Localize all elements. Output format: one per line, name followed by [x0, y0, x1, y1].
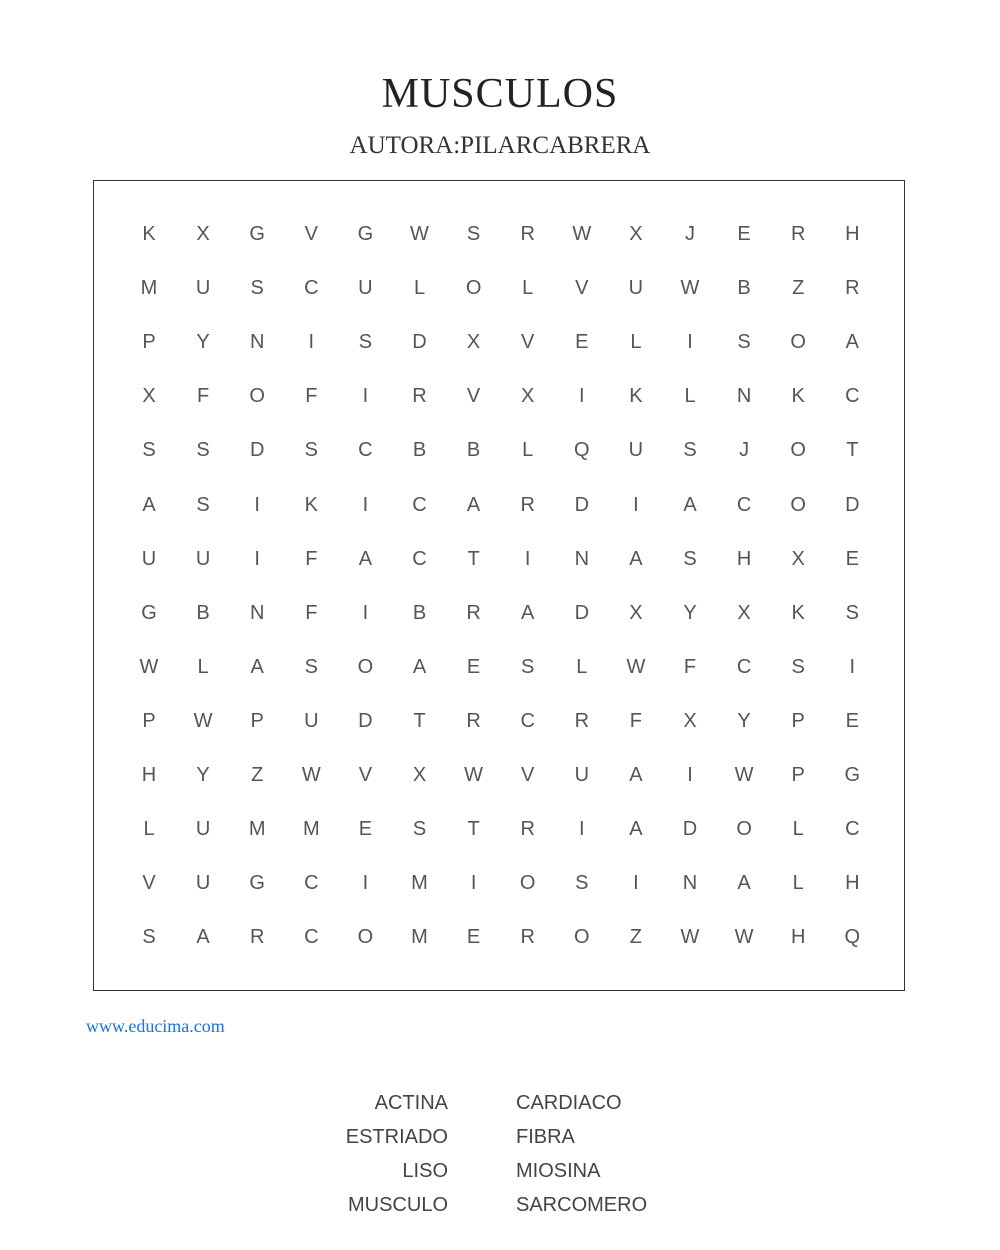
website-link[interactable]: www.educima.com	[86, 1016, 225, 1036]
grid-letter[interactable]: W	[734, 764, 754, 786]
grid-letter[interactable]: A	[845, 331, 859, 354]
grid-letter[interactable]: X	[683, 709, 697, 732]
grid-letter[interactable]: L	[630, 331, 642, 354]
grid-letter[interactable]: G	[357, 223, 374, 245]
grid-letter[interactable]: O	[574, 926, 590, 949]
grid-row	[94, 598, 904, 628]
grid-row	[94, 327, 904, 357]
grid-letter[interactable]: U	[574, 764, 590, 786]
grid-letter[interactable]: X	[466, 331, 481, 354]
grid-letter[interactable]: E	[845, 547, 859, 570]
grid-letter[interactable]: R	[520, 493, 535, 516]
grid-letter[interactable]: C	[304, 277, 319, 300]
grid-letter[interactable]: R	[574, 709, 590, 732]
grid-letter[interactable]: L	[522, 439, 534, 462]
grid-letter[interactable]: D	[682, 818, 698, 841]
grid-letter[interactable]: F	[196, 385, 210, 408]
word-list-item: MUSCULO	[347, 1194, 448, 1216]
grid-letter[interactable]: X	[521, 385, 535, 408]
grid-letter[interactable]: R	[845, 277, 860, 300]
grid-letter[interactable]: T	[846, 439, 859, 462]
grid-letter[interactable]: Q	[844, 926, 861, 949]
grid-letter[interactable]: H	[141, 764, 157, 786]
word-list-item: LISO	[402, 1160, 448, 1182]
author-subtitle: AUTORA:PILARCABRERA	[349, 132, 651, 159]
grid-letter[interactable]: P	[142, 709, 156, 732]
grid-letter[interactable]: R	[520, 818, 535, 841]
grid-letter[interactable]: I	[362, 601, 369, 624]
grid-row	[94, 868, 904, 898]
grid-letter[interactable]: X	[791, 547, 805, 570]
grid-letter[interactable]: L	[143, 818, 155, 841]
grid-letter[interactable]: C	[520, 709, 535, 732]
grid-letter[interactable]: U	[195, 872, 211, 895]
grid-letter[interactable]: S	[196, 493, 210, 516]
grid-letter[interactable]: F	[305, 601, 318, 624]
grid-letter[interactable]: J	[685, 223, 695, 245]
grid-letter[interactable]: Z	[629, 926, 642, 949]
grid-letter[interactable]: S	[737, 331, 751, 354]
grid-letter[interactable]: Z	[251, 764, 264, 786]
grid-letter[interactable]: A	[737, 872, 751, 895]
grid-letter[interactable]: X	[629, 223, 643, 245]
grid-letter[interactable]: F	[629, 709, 642, 732]
grid-letter[interactable]: A	[629, 818, 643, 841]
grid-letter[interactable]: O	[249, 385, 265, 408]
grid-letter[interactable]: H	[790, 926, 806, 949]
grid-letter[interactable]: R	[790, 223, 806, 245]
grid-letter[interactable]: B	[466, 439, 481, 462]
word-list-item: CARDIACO	[516, 1092, 622, 1114]
grid-letter[interactable]: M	[411, 872, 428, 895]
grid-letter[interactable]: X	[412, 764, 427, 786]
grid-letter[interactable]: C	[736, 655, 752, 678]
grid-letter[interactable]: F	[305, 385, 318, 408]
grid-letter[interactable]: Y	[196, 331, 210, 354]
word-list-item: SARCOMERO	[516, 1194, 648, 1216]
grid-row	[94, 706, 904, 736]
grid-letter[interactable]: I	[524, 547, 531, 570]
grid-letter[interactable]: A	[196, 926, 210, 949]
word-search-grid	[93, 180, 905, 991]
grid-letter[interactable]: H	[736, 547, 752, 570]
grid-letter[interactable]: E	[466, 926, 481, 949]
grid-letter[interactable]: E	[737, 223, 751, 245]
word-list-item: MIOSINA	[516, 1160, 601, 1182]
grid-letter[interactable]: W	[193, 709, 213, 732]
grid-letter[interactable]: O	[357, 655, 374, 678]
grid-letter[interactable]: D	[574, 493, 590, 516]
grid-letter[interactable]: M	[302, 818, 320, 841]
grid-letter[interactable]: R	[520, 223, 535, 245]
grid-letter[interactable]: G	[844, 764, 861, 786]
grid-letter[interactable]: S	[521, 655, 535, 678]
grid-letter[interactable]: B	[737, 277, 751, 300]
grid-letter[interactable]: B	[412, 601, 427, 624]
grid-letter[interactable]: W	[410, 223, 429, 245]
grid-letter[interactable]: C	[845, 818, 860, 841]
grid-letter[interactable]: C	[412, 547, 427, 570]
grid-letter[interactable]: W	[301, 764, 321, 786]
grid-letter[interactable]: A	[521, 601, 535, 624]
grid-letter[interactable]: M	[411, 926, 428, 949]
grid-row	[94, 814, 904, 844]
grid-letter[interactable]: C	[736, 493, 752, 516]
grid-letter[interactable]: X	[142, 385, 156, 408]
grid-letter[interactable]: O	[357, 926, 374, 949]
grid-letter[interactable]: C	[304, 872, 319, 895]
grid-letter[interactable]: S	[304, 655, 318, 678]
grid-letter[interactable]: N	[736, 385, 752, 408]
grid-letter[interactable]: Y	[683, 601, 697, 624]
grid-letter[interactable]: P	[250, 709, 264, 732]
grid-letter[interactable]: A	[683, 493, 697, 516]
grid-letter[interactable]: I	[362, 385, 369, 408]
grid-letter[interactable]: I	[254, 493, 260, 516]
grid-letter[interactable]: K	[142, 223, 156, 245]
word-list-left	[346, 1090, 448, 1226]
grid-row	[94, 922, 904, 952]
grid-letter[interactable]: E	[575, 331, 589, 354]
grid-letter[interactable]: V	[358, 764, 373, 786]
grid-letter[interactable]: O	[519, 872, 536, 895]
grid-letter[interactable]: R	[466, 601, 481, 624]
grid-letter[interactable]: X	[196, 223, 210, 245]
grid-letter[interactable]: L	[792, 818, 804, 841]
grid-row	[94, 760, 904, 790]
grid-letter[interactable]: Y	[196, 764, 210, 786]
grid-letter[interactable]: S	[250, 277, 264, 300]
grid-letter[interactable]: C	[358, 439, 373, 462]
grid-letter[interactable]: G	[249, 223, 265, 245]
grid-letter[interactable]: N	[682, 872, 698, 895]
grid-letter[interactable]: I	[579, 818, 585, 841]
grid-letter[interactable]: I	[254, 547, 260, 570]
grid-letter[interactable]: G	[249, 872, 265, 895]
grid-letter[interactable]: R	[249, 926, 265, 949]
grid-letter[interactable]: V	[304, 223, 318, 245]
grid-letter[interactable]: D	[574, 601, 590, 624]
grid-letter[interactable]: S	[575, 872, 589, 895]
word-list-item: FIBRA	[516, 1126, 575, 1148]
grid-letter[interactable]: C	[412, 493, 427, 516]
grid-row	[94, 435, 904, 465]
grid-letter[interactable]: O	[790, 493, 806, 516]
grid-letter[interactable]: A	[629, 547, 643, 570]
grid-letter[interactable]: I	[849, 655, 856, 678]
grid-letter[interactable]: W	[734, 926, 754, 949]
grid-letter[interactable]: V	[521, 331, 535, 354]
grid-letter[interactable]: R	[520, 926, 535, 949]
grid-letter[interactable]: W	[626, 655, 646, 678]
grid-letter[interactable]: K	[791, 385, 805, 408]
grid-letter[interactable]: Q	[574, 439, 590, 462]
grid-letter[interactable]: U	[628, 439, 644, 462]
grid-letter[interactable]: U	[304, 709, 319, 732]
grid-letter[interactable]: E	[358, 818, 373, 841]
grid-letter[interactable]: T	[467, 818, 480, 841]
grid-letter[interactable]: G	[141, 601, 157, 624]
grid-letter[interactable]: E	[845, 709, 859, 732]
grid-letter[interactable]: W	[464, 764, 484, 786]
grid-letter[interactable]: S	[683, 439, 697, 462]
grid-letter[interactable]: O	[790, 331, 806, 354]
grid-letter[interactable]: C	[845, 385, 860, 408]
word-list-right	[516, 1090, 647, 1226]
grid-letter[interactable]: S	[845, 601, 859, 624]
grid-letter[interactable]: S	[791, 655, 805, 678]
grid-letter[interactable]: O	[790, 439, 806, 462]
grid-letter[interactable]: A	[629, 764, 643, 786]
grid-letter[interactable]: I	[362, 872, 369, 895]
grid-letter[interactable]: S	[466, 223, 481, 245]
grid-letter[interactable]: S	[304, 439, 318, 462]
grid-letter[interactable]: N	[249, 601, 265, 624]
grid-letter[interactable]: K	[791, 601, 805, 624]
grid-letter[interactable]: C	[304, 926, 319, 949]
grid-letter[interactable]: V	[142, 872, 156, 895]
grid-letter[interactable]: B	[412, 439, 427, 462]
grid-letter[interactable]: I	[579, 385, 585, 408]
grid-letter[interactable]: S	[196, 439, 210, 462]
grid-letter[interactable]: I	[687, 764, 693, 786]
grid-letter[interactable]: A	[358, 547, 373, 570]
grid-letter[interactable]: I	[633, 872, 639, 895]
grid-letter[interactable]: U	[195, 547, 211, 570]
grid-letter[interactable]: P	[142, 331, 156, 354]
grid-row	[94, 219, 904, 249]
grid-letter[interactable]: V	[521, 764, 535, 786]
grid-letter[interactable]: A	[412, 655, 427, 678]
grid-letter[interactable]: S	[358, 331, 373, 354]
grid-letter[interactable]: M	[140, 277, 158, 300]
grid-row	[94, 544, 904, 574]
grid-letter[interactable]: K	[629, 385, 643, 408]
grid-letter[interactable]: L	[792, 872, 804, 895]
grid-letter[interactable]: W	[139, 655, 159, 678]
grid-row	[94, 381, 904, 411]
grid-letter[interactable]: U	[628, 277, 644, 300]
grid-letter[interactable]: S	[412, 818, 427, 841]
grid-letter[interactable]: A	[142, 493, 156, 516]
grid-letter[interactable]: L	[522, 277, 534, 300]
grid-letter[interactable]: I	[633, 493, 639, 516]
grid-letter[interactable]: B	[196, 601, 210, 624]
grid-letter[interactable]: W	[680, 926, 700, 949]
grid-letter[interactable]: S	[142, 439, 156, 462]
grid-row	[94, 490, 904, 520]
grid-letter[interactable]: I	[362, 493, 369, 516]
grid-letter[interactable]: M	[248, 818, 266, 841]
grid-letter[interactable]: E	[466, 655, 481, 678]
grid-letter[interactable]: X	[629, 601, 643, 624]
grid-letter[interactable]: X	[737, 601, 751, 624]
grid-letter[interactable]: A	[250, 655, 264, 678]
grid-letter[interactable]: D	[412, 331, 427, 354]
grid-letter[interactable]: H	[845, 223, 860, 245]
grid-letter[interactable]: H	[845, 872, 860, 895]
grid-letter[interactable]: U	[195, 277, 211, 300]
grid-letter[interactable]: P	[791, 709, 805, 732]
grid-letter[interactable]: N	[249, 331, 265, 354]
grid-letter[interactable]: O	[736, 818, 752, 841]
grid-row	[94, 652, 904, 682]
grid-letter[interactable]: P	[791, 764, 805, 786]
grid-letter[interactable]: U	[358, 277, 373, 300]
grid-letter[interactable]: I	[687, 331, 693, 354]
grid-letter[interactable]: A	[466, 493, 481, 516]
grid-letter[interactable]: L	[197, 655, 209, 678]
grid-letter[interactable]: D	[249, 439, 265, 462]
grid-letter[interactable]: N	[574, 547, 590, 570]
grid-letter[interactable]: D	[358, 709, 373, 732]
grid-letter[interactable]: U	[141, 547, 157, 570]
grid-letter[interactable]: Z	[792, 277, 805, 300]
page-title: MUSCULOS	[381, 71, 619, 117]
grid-letter[interactable]: J	[739, 439, 750, 462]
grid-letter[interactable]: S	[683, 547, 697, 570]
grid-letter[interactable]: T	[467, 547, 480, 570]
grid-letter[interactable]: L	[413, 277, 426, 300]
grid-letter[interactable]: F	[683, 655, 697, 678]
word-list-item: ACTINA	[374, 1092, 448, 1114]
grid-letter[interactable]: I	[308, 331, 315, 354]
grid-letter[interactable]: L	[576, 655, 588, 678]
grid-row	[94, 273, 904, 303]
grid-letter[interactable]: W	[680, 277, 700, 300]
grid-letter[interactable]: O	[465, 277, 482, 300]
grid-letter[interactable]: R	[412, 385, 427, 408]
grid-letter[interactable]: T	[413, 709, 426, 732]
grid-letter[interactable]: S	[142, 926, 156, 949]
grid-letter[interactable]: K	[304, 493, 318, 516]
word-list-item: ESTRIADO	[345, 1126, 448, 1148]
grid-letter[interactable]: V	[575, 277, 589, 300]
grid-letter[interactable]: V	[466, 385, 481, 408]
grid-letter[interactable]: R	[466, 709, 481, 732]
grid-letter[interactable]: W	[572, 223, 592, 245]
grid-letter[interactable]: U	[195, 818, 211, 841]
grid-letter[interactable]: D	[845, 493, 860, 516]
grid-letter[interactable]: I	[470, 872, 477, 895]
grid-letter[interactable]: Y	[737, 709, 751, 732]
grid-letter[interactable]: L	[684, 385, 696, 408]
grid-letter[interactable]: F	[305, 547, 318, 570]
